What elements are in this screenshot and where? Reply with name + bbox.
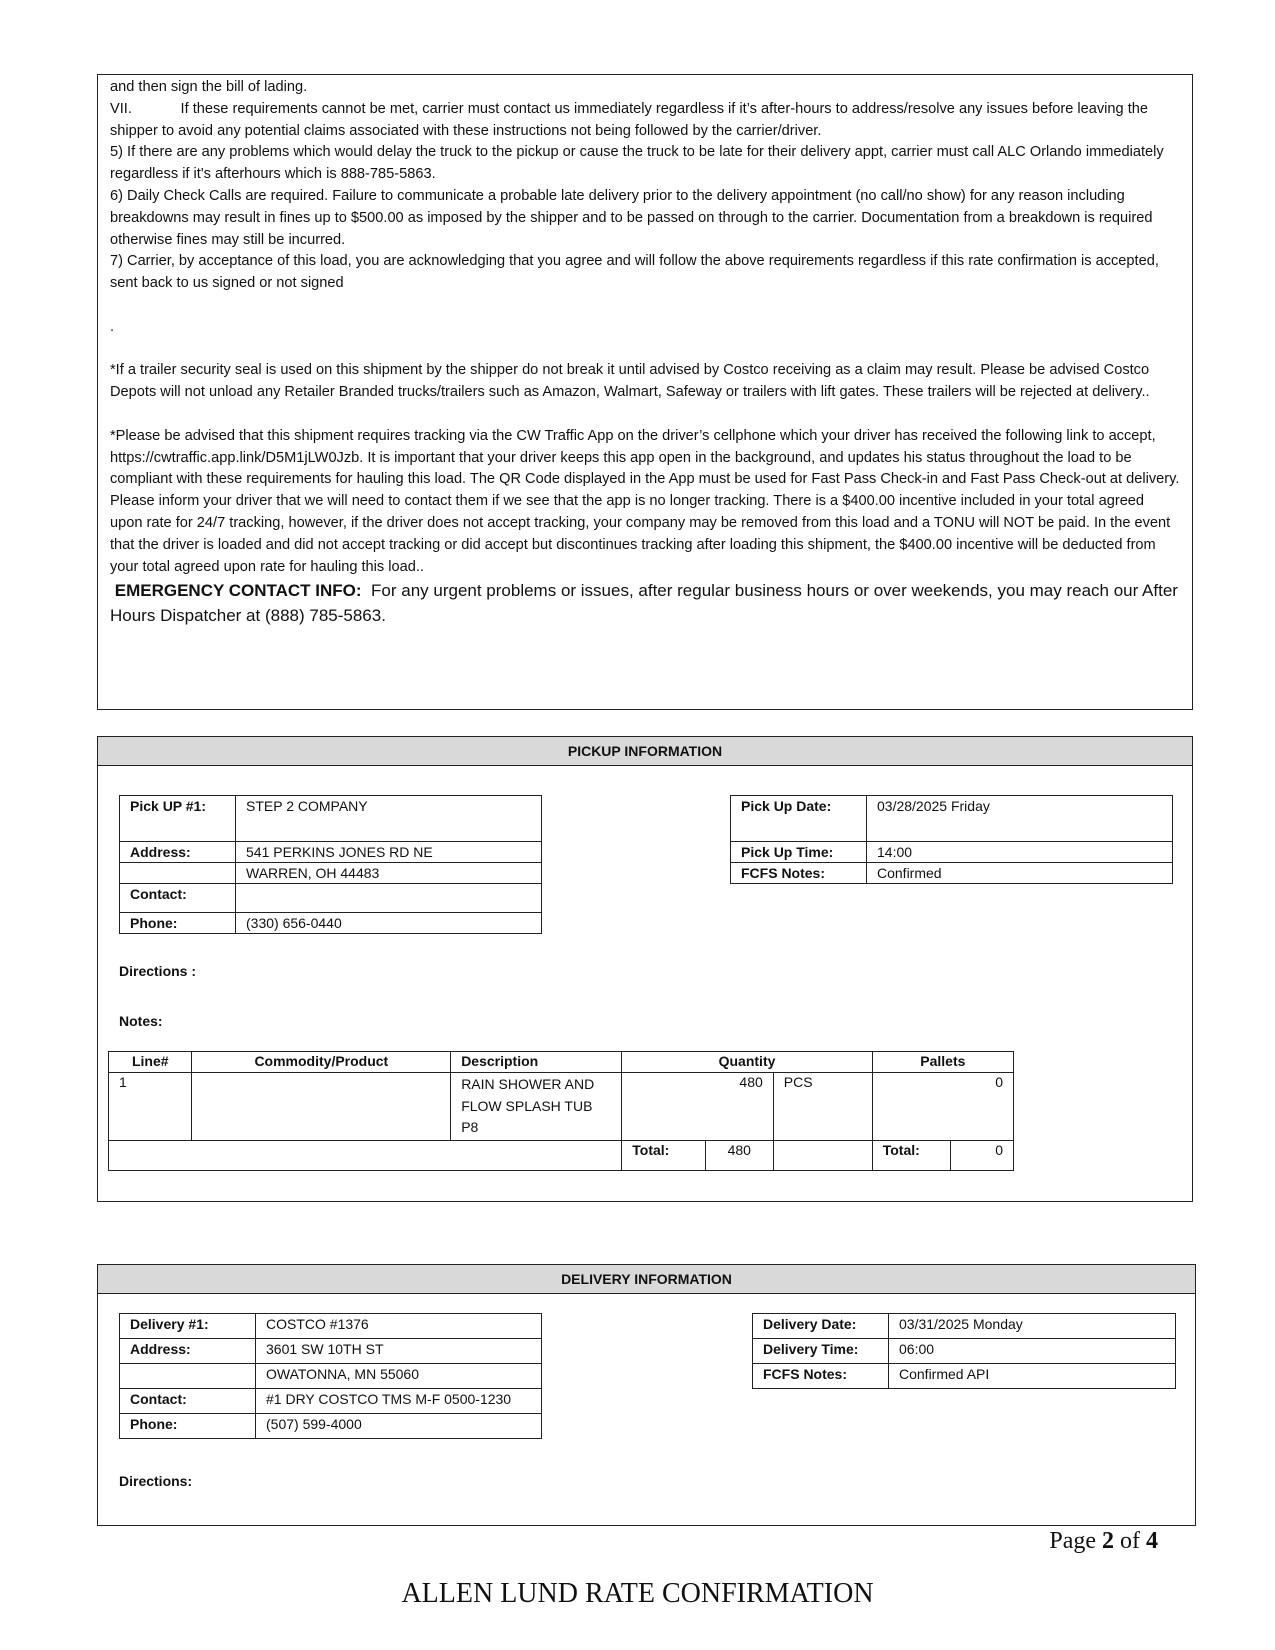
terms-dot: . <box>110 318 115 335</box>
pickup-schedule-table <box>730 795 1173 884</box>
row-qty: 480 <box>622 1073 774 1141</box>
pickup-header: PICKUP INFORMATION <box>98 737 1192 766</box>
tracking-note: *Please be advised that this shipment requires tracking via the CW Traffic App on the driver’s cellphone which your driver has received the following link to accept, https://cwtraffic.app.link/D5M1jLW0Jzb. It is important that your driver keeps this app open in the background, and updates his status throughout the load to be compliant with these requirements for hauling this load. The QR Code displayed in the App must be used for Fast Pass Check-in and Fast Pass Check-out at delivery. Please inform your driver that we will need to contact them if we see that the app is no longer tracking. There is a $400.00 incentive included in your total agreed upon rate for 24/7 tracking, however, if the driver does not accept tracking, your company may be removed from this load and a TONU will NOT be paid. In the event that the driver is loaded and did not accept tracking or did accept but discontinues tracking after loading this shipment, the $400.00 incentive will be deducted from your total agreed upon rate for hauling this load.. <box>110 427 1180 575</box>
address-line2: OWATONNA, MN 55060 <box>256 1364 542 1389</box>
address-label: Address: <box>120 842 236 863</box>
row-commodity <box>192 1073 451 1141</box>
pickup-label: Pick UP #1: <box>120 796 236 842</box>
description-line: FLOW SPLASH TUB <box>461 1097 593 1114</box>
delivery-value: COSTCO #1376 <box>256 1314 542 1339</box>
emergency-label: EMERGENCY CONTACT INFO: <box>114 581 362 601</box>
col-pallets: Pallets <box>872 1052 1013 1073</box>
pickup-info-table <box>119 795 542 934</box>
pickup-section <box>97 736 1193 1202</box>
col-quantity: Quantity <box>622 1052 872 1073</box>
page-total: 4 <box>1146 1528 1158 1554</box>
delivery-date-label: Delivery Date: <box>753 1314 889 1339</box>
row-unit: PCS <box>773 1073 872 1141</box>
page-current: 2 <box>1102 1528 1114 1554</box>
items-table <box>108 1051 1014 1171</box>
row-pallets: 0 <box>872 1073 1013 1141</box>
contact-label: Contact: <box>120 1389 256 1414</box>
contact-label: Contact: <box>120 884 236 913</box>
fcfs-value: Confirmed API <box>889 1364 1176 1389</box>
directions-label: Directions: <box>119 1473 193 1489</box>
directions-label: Directions : <box>119 963 197 979</box>
fcfs-label: FCFS Notes: <box>731 863 867 884</box>
delivery-schedule-table <box>752 1313 1176 1389</box>
totals-row <box>109 1140 1014 1170</box>
pickup-date-label: Pick Up Date: <box>731 796 867 842</box>
qty-total: 480 <box>705 1140 773 1170</box>
items-header-row <box>109 1052 1014 1073</box>
contact-value: #1 DRY COSTCO TMS M-F 0500-1230 <box>256 1389 542 1414</box>
notes-label: Notes: <box>119 1013 163 1029</box>
phone-label: Phone: <box>120 913 236 934</box>
pallets-total-label: Total: <box>872 1140 950 1170</box>
col-commodity: Commodity/Product <box>192 1052 451 1073</box>
pickup-date-value: 03/28/2025 Friday <box>867 796 1173 842</box>
delivery-time-label: Delivery Time: <box>753 1339 889 1364</box>
delivery-info-table <box>119 1313 542 1439</box>
contact-value <box>236 884 542 913</box>
emergency-text: For any urgent problems or issues, after regular business hours or over weekends, you may reach our After Hours Dispatcher at (888) 785-5863. <box>110 581 1178 626</box>
terms-line: and then sign the bill of lading. <box>110 79 308 95</box>
description-line: RAIN SHOWER AND <box>461 1076 595 1092</box>
address-line1: 541 PERKINS JONES RD NE <box>236 842 542 863</box>
address-label: Address: <box>120 1339 256 1364</box>
page-prefix: Page <box>1049 1528 1102 1554</box>
row-line: 1 <box>109 1073 192 1141</box>
delivery-label: Delivery #1: <box>120 1314 256 1339</box>
emergency-contact <box>110 578 1180 628</box>
pickup-time-value: 14:00 <box>867 842 1173 863</box>
phone-value: (330) 656-0440 <box>236 913 542 934</box>
pickup-value: STEP 2 COMPANY <box>236 796 542 842</box>
row-description <box>451 1073 622 1141</box>
delivery-section <box>97 1264 1196 1526</box>
description-line: P8 <box>461 1119 479 1135</box>
terms-line: 6) Daily Check Calls are required. Failure to communicate a probable late delivery prior to the delivery appointment (no call/no show) for any reason including breakdowns may result in fines up to $500.00 as imposed by the shipper and to be passed on through to the carrier. Documentation from a breakdown is required otherwise fines may still be incurred. <box>110 187 1153 248</box>
fcfs-value: Confirmed <box>867 863 1173 884</box>
fcfs-label: FCFS Notes: <box>753 1364 889 1389</box>
delivery-date-value: 03/31/2025 Monday <box>889 1314 1176 1339</box>
address-line2: WARREN, OH 44483 <box>236 863 542 884</box>
page-of: of <box>1114 1528 1146 1554</box>
terms-line: 7) Carrier, by acceptance of this load, you are acknowledging that you agree and will follow the above requirements regardless if this rate confirmation is accepted, sent back to us signed or not signed <box>110 253 1159 292</box>
terms-line: VII. If these requirements cannot be met, carrier must contact us immediately regardless if it’s after-hours to address/resolve any issues before leaving the shipper to avoid any potential claims associated with these instructions not being followed by the carrier/driver. <box>110 100 1153 139</box>
phone-value: (507) 599-4000 <box>256 1414 542 1439</box>
pallets-total: 0 <box>951 1140 1014 1170</box>
seal-note: *If a trailer security seal is used on this shipment by the shipper do not break it until advised by Costco receiving as a claim may result. Please be advised Costco Depots will not unload any Retailer Branded trucks/trailers such as Amazon, Walmart, Safeway or trailers with lift gates. These trailers will be rejected at delivery.. <box>110 362 1150 401</box>
table-row <box>109 1073 1014 1141</box>
delivery-header: DELIVERY INFORMATION <box>98 1265 1195 1294</box>
qty-total-label: Total: <box>622 1140 705 1170</box>
col-line: Line# <box>109 1052 192 1073</box>
terms-line: 5) If there are any problems which would delay the truck to the pickup or cause the truck to be late for their delivery appt, carrier must call ALC Orlando immediately regardless if it's afterhours which is 888-785-5863. <box>110 144 1164 183</box>
pickup-time-label: Pick Up Time: <box>731 842 867 863</box>
address-line1: 3601 SW 10TH ST <box>256 1339 542 1364</box>
phone-label: Phone: <box>120 1414 256 1439</box>
terms-box <box>97 74 1193 710</box>
page-number <box>1049 1528 1158 1555</box>
col-description: Description <box>451 1052 622 1073</box>
delivery-time-value: 06:00 <box>889 1339 1176 1364</box>
document-title: ALLEN LUND RATE CONFIRMATION <box>401 1578 874 1609</box>
